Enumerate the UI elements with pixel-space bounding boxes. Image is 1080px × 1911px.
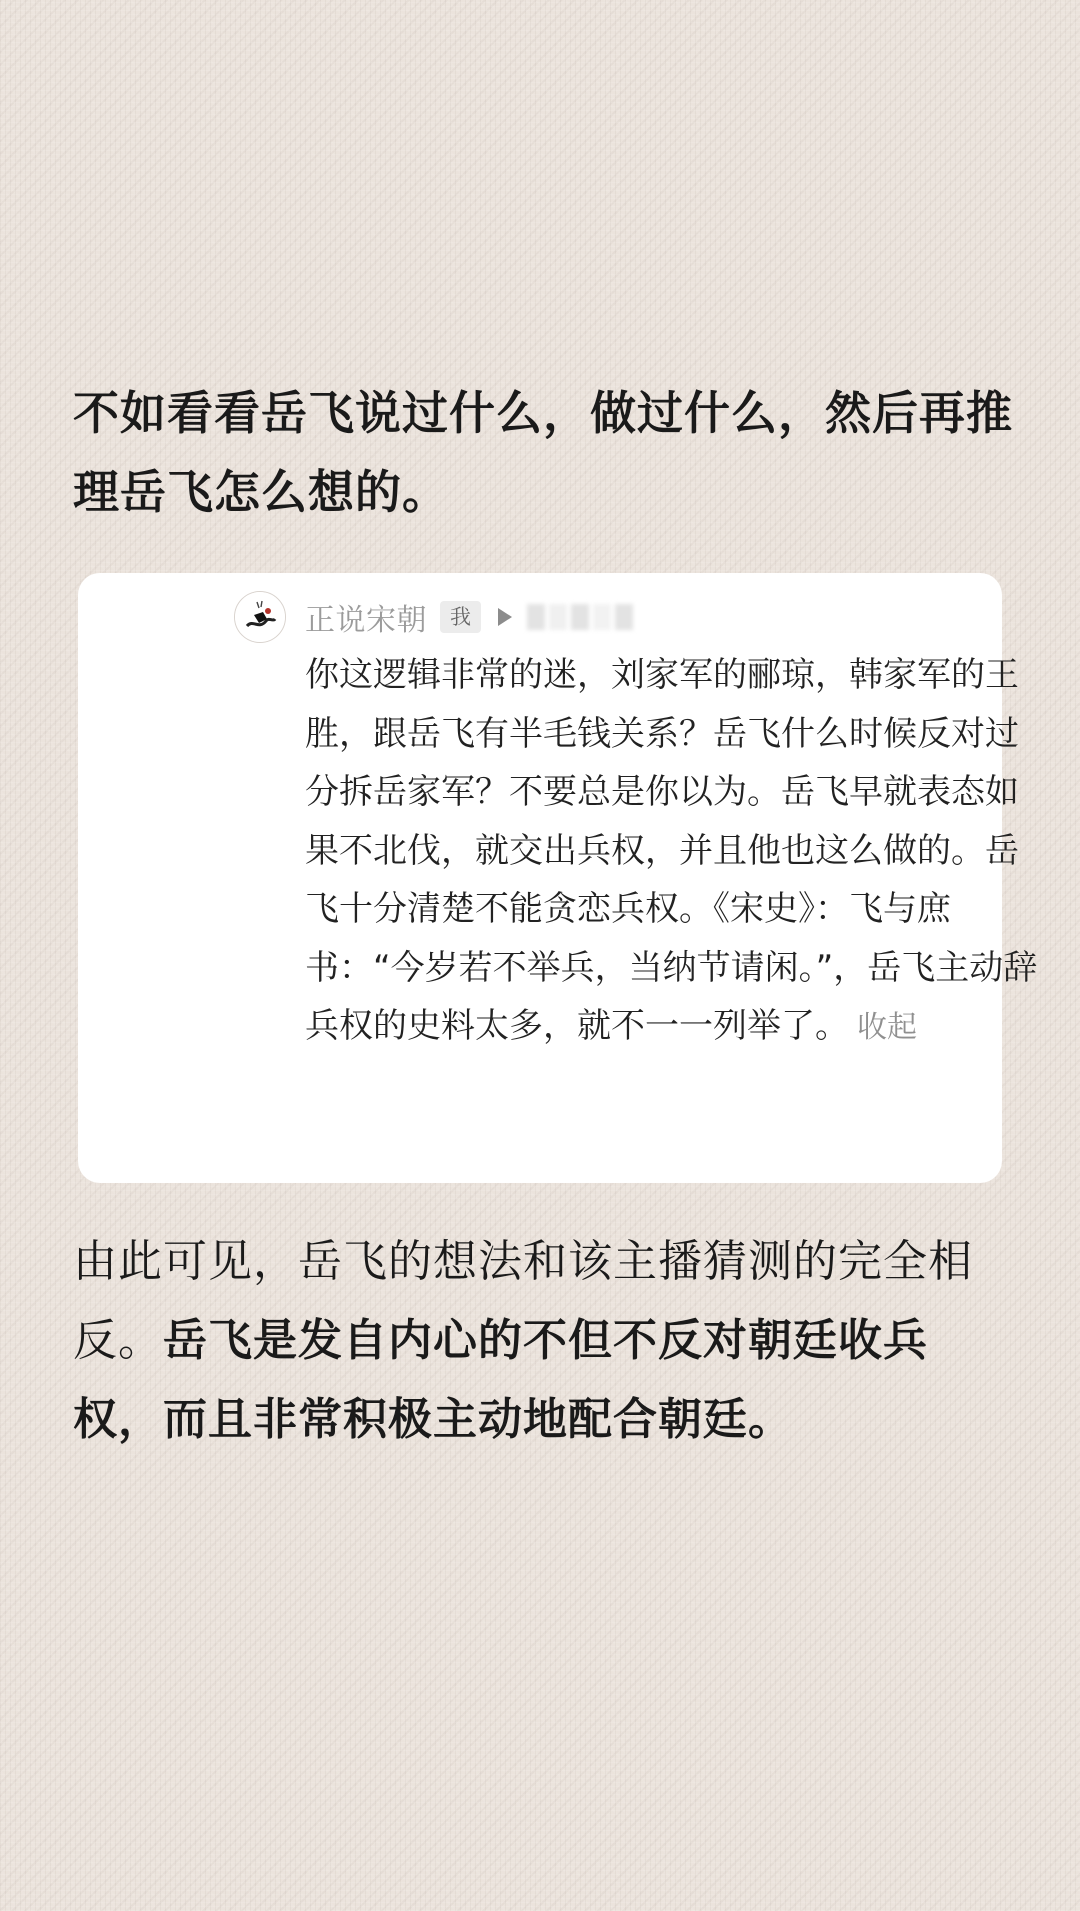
collapse-link[interactable]: 收起 bbox=[857, 1010, 917, 1045]
comment-header bbox=[305, 593, 633, 641]
reply-arrow-icon bbox=[493, 603, 517, 631]
comment-card bbox=[78, 573, 1038, 1183]
conclusion-paragraph bbox=[73, 1222, 1013, 1459]
avatar-image bbox=[235, 592, 285, 642]
comment-body: 你这逻辑非常的迷，刘家军的郦琼，韩家军的王胜，跟岳飞有半毛钱关系？岳飞什么时候反对过分拆岳家军？不要总是你以为。岳飞早就表态如果不北伐，就交出兵权，并且他也这么做的。岳飞十分清楚不能贪恋兵权。《宋史》：飞与庶书：“今岁若不举兵，当纳节请闲。”，岳飞主动辞兵权的史料太多，就不一一列举了。 bbox=[305, 655, 1038, 1046]
comment-text bbox=[305, 646, 1045, 1058]
intro-heading: 不如看看岳飞说过什么，做过什么，然后再推理岳飞怎么想的。 bbox=[73, 386, 1013, 519]
me-badge: 我 bbox=[440, 601, 481, 633]
avatar[interactable] bbox=[234, 591, 286, 643]
comment-author[interactable]: 正说宋朝 bbox=[305, 603, 427, 638]
blurred-reply-target bbox=[527, 604, 633, 630]
conclusion-bold: 岳飞是发自内心的不但不反对朝廷收兵权，而且非常积极主动地配合朝廷。 bbox=[73, 1315, 928, 1445]
conclusion-plain: 由此可见，岳飞的想法和该主播猜测的完全相反。 bbox=[73, 1236, 973, 1366]
